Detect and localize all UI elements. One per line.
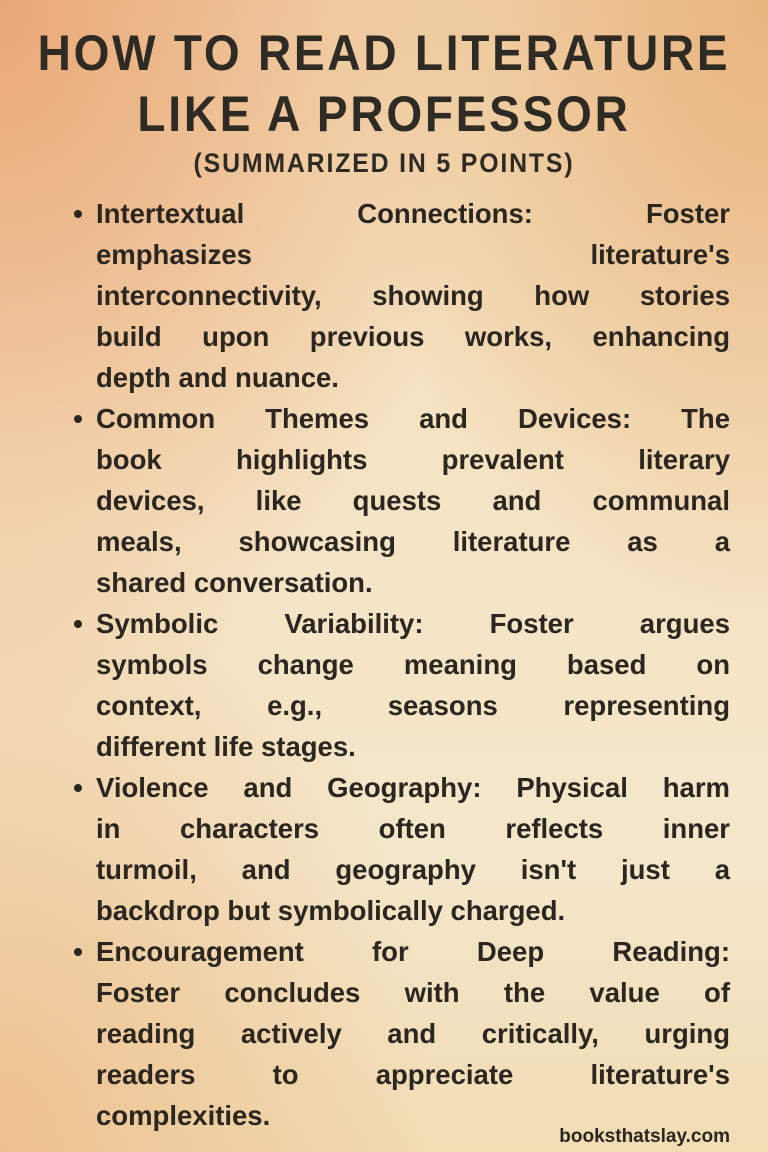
point-text-line: readers to appreciate literature's	[96, 1059, 730, 1090]
point-text-line: context, e.g., seasons representing	[96, 690, 730, 721]
point-text-line: Violence and Geography: Physical harm	[96, 772, 730, 803]
point-text-line: emphasizes literature's	[96, 239, 730, 270]
point-text-line: devices, like quests and communal	[96, 485, 730, 516]
bullet-icon	[74, 784, 82, 792]
point-text-line: interconnectivity, showing how stories	[96, 280, 730, 311]
summary-point	[96, 193, 730, 398]
summary-point	[96, 398, 730, 603]
point-text-line: Common Themes and Devices: The	[96, 403, 730, 434]
point-text-line: backdrop but symbolically charged.	[96, 895, 566, 926]
summary-point	[96, 931, 730, 1136]
summary-point	[96, 603, 730, 767]
point-text-line: Encouragement for Deep Reading:	[96, 936, 730, 967]
point-text-line: Symbolic Variability: Foster argues	[96, 608, 730, 639]
point-text-line: shared conversation.	[96, 567, 373, 598]
point-text-line: Intertextual Connections: Foster	[96, 198, 730, 229]
point-text-line: complexities.	[96, 1100, 271, 1131]
point-text-line: build upon previous works, enhancing	[96, 321, 730, 352]
bullet-icon	[74, 415, 82, 423]
point-text-line: turmoil, and geography isn't just a	[96, 854, 730, 885]
point-text-line: symbols change meaning based on	[96, 649, 730, 680]
summary-point	[96, 767, 730, 931]
point-text-line: meals, showcasing literature as a	[96, 526, 730, 557]
bullet-icon	[74, 620, 82, 628]
title-line-2: LIKE A PROFESSOR	[137, 86, 631, 142]
bullet-icon	[74, 210, 82, 218]
summary-points-list	[96, 193, 730, 1136]
point-text-line: book highlights prevalent literary	[96, 444, 730, 475]
point-text-line: reading actively and critically, urging	[96, 1018, 730, 1049]
point-text-line: depth and nuance.	[96, 362, 339, 393]
site-watermark: booksthatslay.com	[559, 1126, 730, 1147]
point-text-line: different life stages.	[96, 731, 356, 762]
subtitle: (SUMMARIZED IN 5 POINTS)	[193, 148, 575, 178]
point-text-line: Foster concludes with the value of	[96, 977, 730, 1008]
point-text-line: in characters often reflects inner	[96, 813, 730, 844]
title-line-1: HOW TO READ LITERATURE	[37, 25, 731, 81]
bullet-icon	[74, 948, 82, 956]
